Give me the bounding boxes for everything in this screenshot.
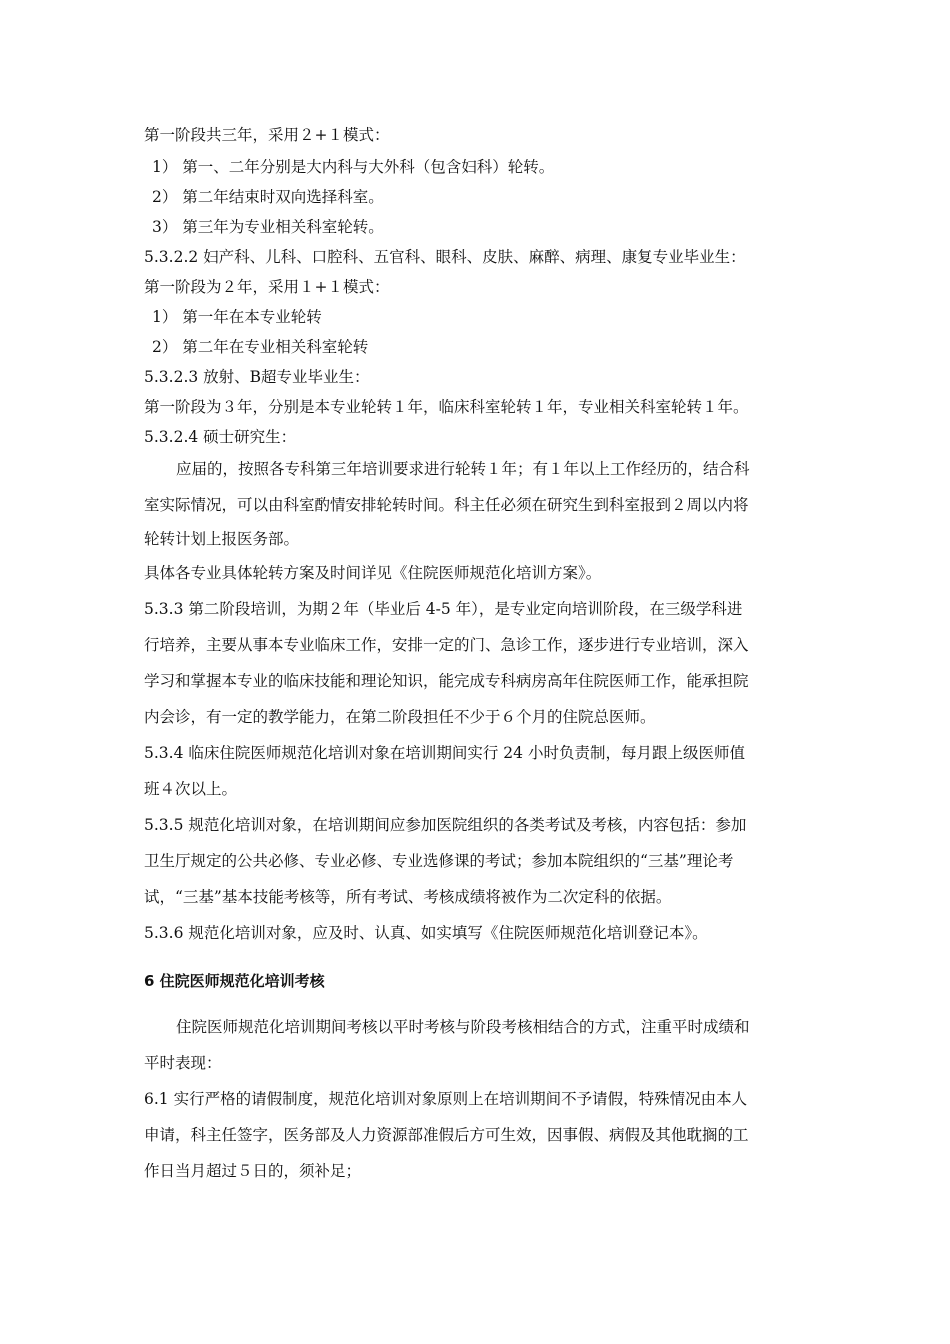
section-5-3-5: 5.3.5 规范化培训对象，在培训期间应参加医院组织的各类考试及考核，内容包括：参加 [144, 816, 747, 834]
section-6-1: 6.1 实行严格的请假制度，规范化培训对象原则上在培训期间不予请假，特殊情况由本人 [144, 1090, 748, 1108]
list-item: 3） 第三年为专业相关科室轮转。 [152, 218, 384, 236]
list-item: 1） 第一、二年分别是大内科与大外科（包含妇科）轮转。 [152, 158, 555, 176]
paragraph: 具体各专业具体轮转方案及时间详见《住院医师规范化培训方案》。 [144, 564, 602, 582]
list-item: 2） 第二年在专业相关科室轮转 [152, 338, 369, 356]
paragraph: 内会诊，有一定的教学能力，在第二阶段担任不少于６个月的住院总医师。 [144, 708, 656, 726]
paragraph: 作日当月超过５日的，须补足； [144, 1162, 362, 1180]
section-5-3-2-2: 5.3.2.2 妇产科、儿科、口腔科、五官科、眼科、皮肤、麻醉、病理、康复专业毕业生： [144, 248, 746, 266]
paragraph: 室实际情况，可以由科室酌情安排轮转时间。科主任必须在研究生到科室报到２周以内将 [144, 496, 749, 514]
section-5-3-2-3: 5.3.2.3 放射、B超专业毕业生： [144, 368, 370, 386]
section-5-3-4: 5.3.4 临床住院医师规范化培训对象在培训期间实行 24 小时负责制，每月跟上级医师值 [144, 744, 745, 762]
paragraph: 第一阶段为２年，采用１+１模式： [144, 278, 390, 296]
paragraph: 学习和掌握本专业的临床技能和理论知识，能完成专科病房高年住院医师工作，能承担院 [144, 672, 749, 690]
paragraph: 卫生厅规定的公共必修、专业必修、专业选修课的考试；参加本院组织的“三基”理论考 [144, 852, 734, 870]
paragraph: 住院医师规范化培训期间考核以平时考核与阶段考核相结合的方式，注重平时成绩和 [176, 1018, 750, 1036]
stage-one-intro: 第一阶段共三年，采用２+１模式： [144, 126, 390, 144]
section-6-heading: 6 住院医师规范化培训考核 [144, 972, 325, 990]
paragraph: 应届的，按照各专科第三年培训要求进行轮转１年；有１年以上工作经历的，结合科 [176, 460, 750, 478]
list-item: 1） 第一年在本专业轮转 [152, 308, 322, 326]
section-5-3-6: 5.3.6 规范化培训对象，应及时、认真、如实填写《住院医师规范化培训登记本》。 [144, 924, 708, 942]
section-5-3-2-4: 5.3.2.4 硕士研究生： [144, 428, 297, 446]
paragraph: 平时表现： [144, 1054, 222, 1072]
paragraph: 行培养，主要从事本专业临床工作，安排一定的门、急诊工作，逐步进行专业培训，深入 [144, 636, 749, 654]
section-5-3-3: 5.3.3 第二阶段培训，为期２年（毕业后 4-5 年），是专业定向培训阶段，在三级学科进 [144, 600, 743, 618]
paragraph: 班４次以上。 [144, 780, 238, 798]
paragraph: 申请，科主任签字，医务部及人力资源部准假后方可生效，因事假、病假及其他耽搁的工 [144, 1126, 749, 1144]
paragraph: 试，“三基”基本技能考核等，所有考试、考核成绩将被作为二次定科的依据。 [144, 888, 672, 906]
paragraph: 第一阶段为３年，分别是本专业轮转１年，临床科室轮转１年，专业相关科室轮转１年。 [144, 398, 749, 416]
paragraph: 轮转计划上报医务部。 [144, 530, 300, 548]
list-item: 2） 第二年结束时双向选择科室。 [152, 188, 384, 206]
